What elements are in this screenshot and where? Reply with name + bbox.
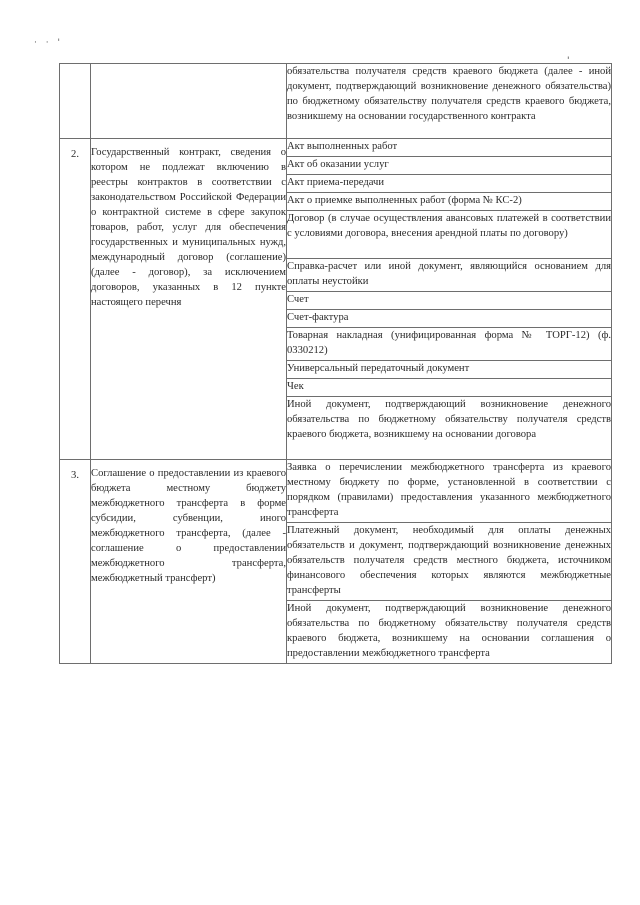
scan-artifact-dots: · · ' [34,38,63,48]
document-cell: Справка-расчет или иной документ, являющийся основанием для оплаты неустойки [287,259,612,292]
document-cell: Товарная накладная (унифицированная форма № ТОРГ-12) (ф. 0330212) [287,328,612,361]
document-cell: Универсальный передаточный документ [287,361,612,379]
document-cell: Акт об оказании услуг [287,157,612,175]
document-cell: Иной документ, подтверждающий возникновение денежного обязательства по бюджетному обязательству получателя средств краевого бюджета, возникшему на основании соглашения о предоставлении межбюджетного трансферта [287,601,612,664]
documents-table [59,63,612,664]
basis-text: Соглашение о предоставлении из краевого бюджета местному бюджету межбюджетного трансферта в форме субсидии, субвенции, иного межбюджетного трансферта, (далее - соглашение о предоставлении межбюджетного трансферта, межбюджетный трансферт) [91,468,286,584]
document-cell: Иной документ, подтверждающий возникновение денежного обязательства по бюджетному обязательству получателя средств краевого бюджета, возникшему на основании договора [287,397,612,460]
basis-cell [91,139,287,460]
table-row [60,460,612,523]
document-cell: Заявка о перечислении межбюджетного трансферта из краевого местному бюджету по форме, установленной в соответствии с порядком (правилами) предоставления указанного межбюджетного трансферта [287,460,612,523]
document-cell: Платежный документ, необходимый для оплаты денежных обязательств и документ, подтверждающий возникновение денежных обязательств получателя средств местного бюджета, источником финансового обеспечения которых являются межбюджетные трансферты [287,523,612,601]
document-cell: обязательства получателя средств краевого бюджета (далее - иной документ, подтверждающий возникновение денежного обязательства) по бюджетному обязательству получателя средств краевого бюджета, возникшему на основании государственного контракта [287,64,612,139]
row-number-cell [60,460,91,664]
row-number: 2. [71,149,79,160]
row-number: 3. [71,470,79,481]
basis-text: Государственный контракт, сведения о котором не подлежат включению в реестры контрактов в соответствии с законодательством Российской Федерации о контрактной системе в сфере закупок товаров, работ, услуг для обеспечения государственных и муниципальных нужд, международный договор (соглашение) (далее - договор), за исключением договоров, указанных в 12 пункте настоящего перечня [91,147,286,308]
document-cell: Акт о приемке выполненных работ (форма № КС-2) [287,193,612,211]
document-cell: Чек [287,379,612,397]
basis-cell [91,460,287,664]
document-cell: Акт выполненных работ [287,139,612,157]
table-row [60,139,612,157]
table-row [60,64,612,139]
row-number-cell [60,139,91,460]
row-number-cell [60,64,91,139]
basis-cell [91,64,287,139]
scan-artifact-tick: ' [567,56,570,66]
document-cell: Договор (в случае осуществления авансовых платежей в соответствии с условиями договора, внесения арендной платы по договору) [287,211,612,259]
document-cell: Счет [287,292,612,310]
document-cell: Акт приема-передачи [287,175,612,193]
document-cell: Счет-фактура [287,310,612,328]
